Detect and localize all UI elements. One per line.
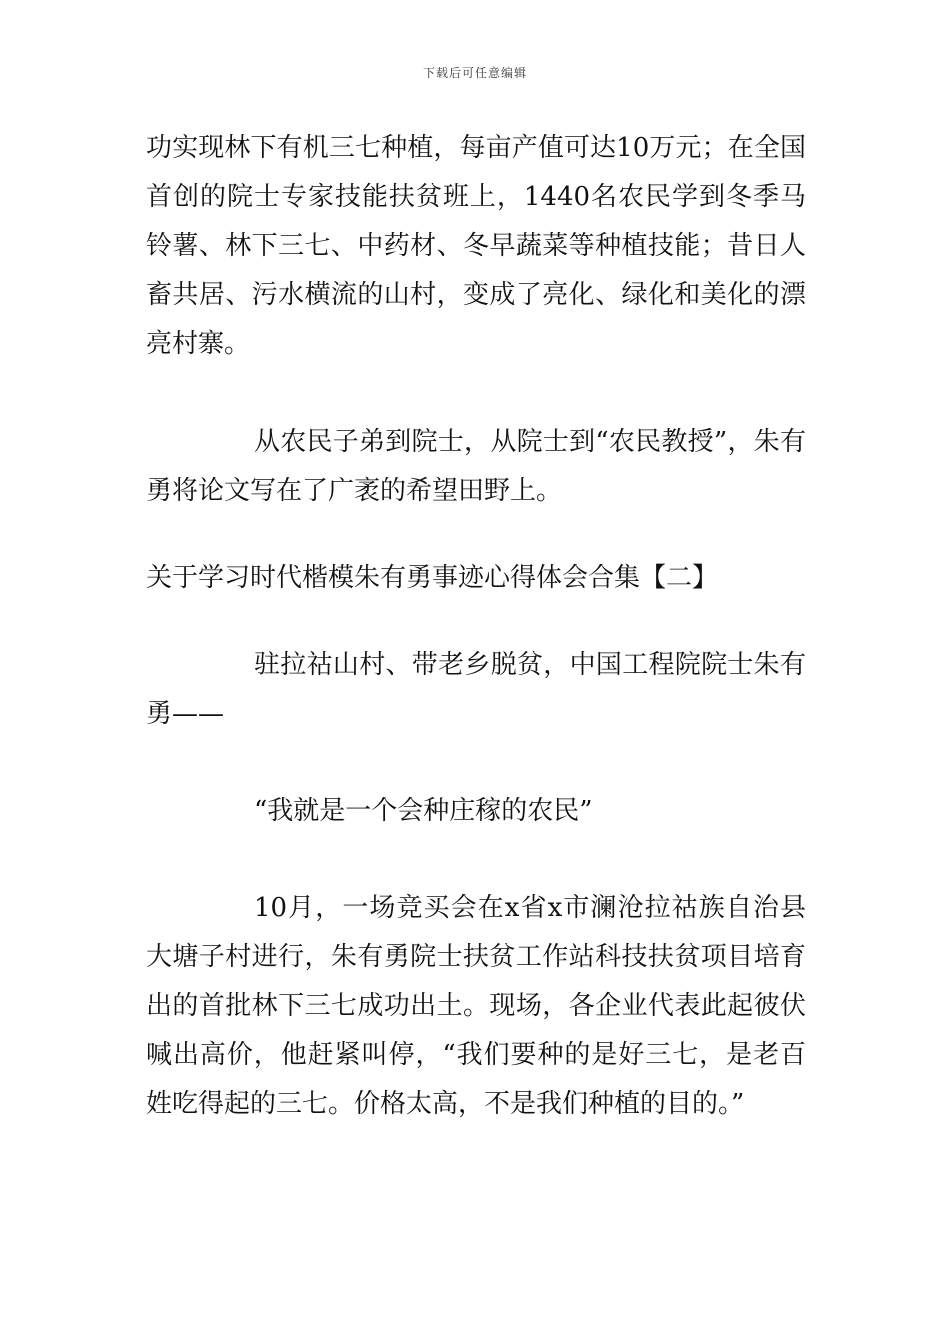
header-note: 下载后可任意编辑 (422, 66, 527, 80)
paragraph-continued: 功实现林下有机三七种植，每亩产值可达10万元；在全国首创的院士专家技能扶贫班上，1440名农民学到冬季马铃薯、林下三七、中药材、冬早蔬菜等种植技能；昔日人畜共居、污水横流的山村，变成了亮化、绿化和美化的漂亮村寨。 (146, 133, 806, 359)
paragraph-subtitle: 驻拉祜山村、带老乡脱贫，中国工程院院士朱有勇—— (146, 650, 806, 729)
document-body (146, 124, 806, 1129)
paragraph-summary: 从农民子弟到院士，从院士到“农民教授”，朱有勇将论文写在了广袤的希望田野上。 (146, 427, 806, 506)
paragraph-story: 10月，一场竞买会在x省x市澜沧拉祜族自治县大塘子村进行，朱有勇院士扶贫工作站科技扶贫项目培育出的首批林下三七成功出土。现场，各企业代表此起彼伏喊出高价，他赶紧叫停，“我们要种的是好三七，是老百姓吃得起的三七。价格太高，不是我们种植的目的。” (146, 893, 806, 1119)
section-heading: 关于学习时代楷模朱有勇事迹心得体会合集【二】 (146, 563, 719, 593)
paragraph-quote-title: “我就是一个会种庄稼的农民” (254, 796, 593, 826)
